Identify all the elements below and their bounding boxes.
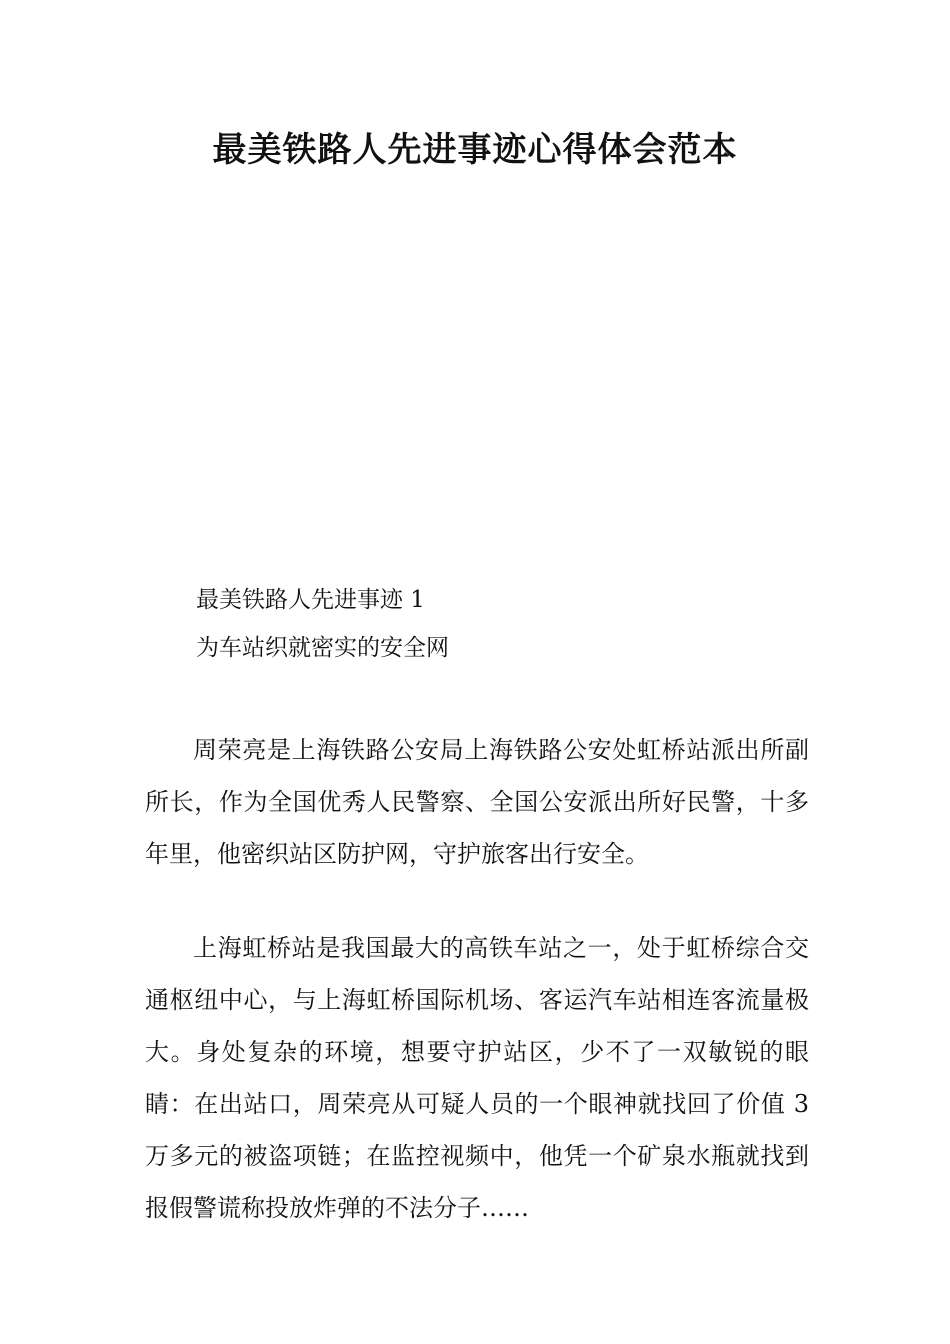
section-heading: 最美铁路人先进事迹 1 (196, 587, 425, 613)
body-paragraph: 周荣亮是上海铁路公安局上海铁路公安处虹桥站派出所副所长，作为全国优秀人民警察、全国公安派出所好民警，十多年里，他密织站区防护网，守护旅客出行安全。 (145, 736, 809, 868)
section-subheading: 为车站织就密实的安全网 (196, 635, 449, 661)
document-title: 最美铁路人先进事迹心得体会范本 (212, 130, 738, 170)
body-paragraph: 上海虹桥站是我国最大的高铁车站之一，处于虹桥综合交通枢纽中心，与上海虹桥国际机场、客运汽车站相连客流量极大。身处复杂的环境，想要守护站区，少不了一双敏锐的眼睛：在出站口，周荣亮从可疑人员的一个眼神就找回了价值 3 万多元的被盗项链；在监控视频中，他凭一个矿泉水瓶就找到报假警谎称投放炸弹的不法分子…… (145, 934, 809, 1222)
